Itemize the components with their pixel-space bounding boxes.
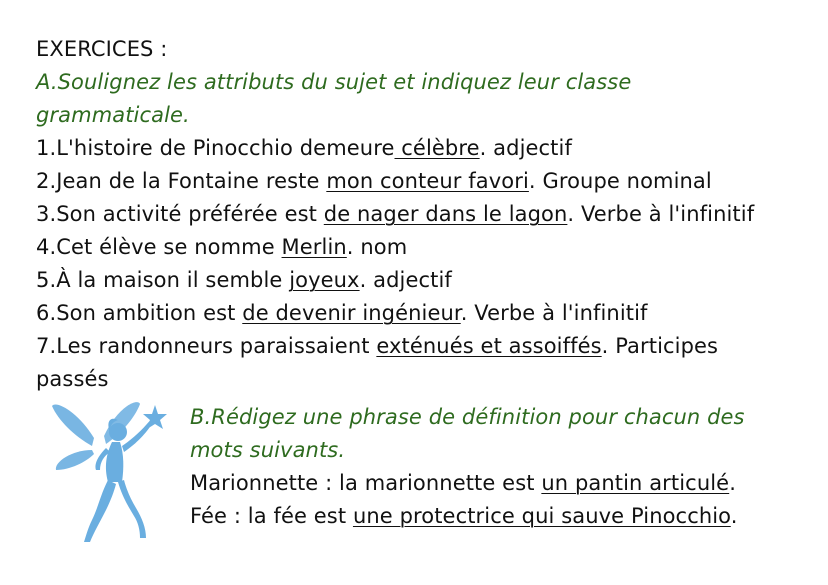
item-text: 5.À la maison il semble xyxy=(36,268,290,292)
item-text: 6.Son ambition est xyxy=(36,301,243,325)
definition-marionnette xyxy=(190,467,736,500)
exercise-item-4 xyxy=(36,231,407,264)
exercise-item-7-continuation: passés xyxy=(36,367,109,391)
exercise-item-6 xyxy=(36,297,648,330)
definition-answer: une protectrice qui sauve Pinocchio xyxy=(352,504,731,528)
definition-fee xyxy=(190,500,738,533)
item-attribute: célèbre xyxy=(394,136,480,160)
item-class: . Groupe nominal xyxy=(528,169,712,193)
item-class: . nom xyxy=(346,235,408,259)
exercise-item-1 xyxy=(36,132,572,165)
item-class: . Verbe à l'infinitif xyxy=(567,202,755,226)
item-attribute: de nager dans le lagon xyxy=(323,202,568,226)
item-attribute: joyeux xyxy=(289,268,360,292)
item-class: . Verbe à l'infinitif xyxy=(460,301,648,325)
part-b-instruction-line2: mots suivants. xyxy=(190,438,346,462)
fairy-icon xyxy=(48,392,168,552)
item-attribute: mon conteur favori xyxy=(326,169,529,193)
item-text: 1.L'histoire de Pinocchio demeure xyxy=(36,136,395,160)
definition-end: . xyxy=(730,504,738,528)
definition-text: Marionnette : la marionnette est xyxy=(190,471,542,495)
item-text: 2.Jean de la Fontaine reste xyxy=(36,169,327,193)
item-text: 4.Cet élève se nomme xyxy=(36,235,282,259)
exercise-item-2 xyxy=(36,165,712,198)
item-class: . adjectif xyxy=(359,268,452,292)
item-class: . Participes xyxy=(601,334,719,358)
part-a-instruction-line1: A.Soulignez les attributs du sujet et indiquez leur classe xyxy=(36,70,632,94)
item-text: 7.Les randonneurs paraissaient xyxy=(36,334,377,358)
definition-answer: un pantin articulé xyxy=(541,471,730,495)
item-attribute: Merlin xyxy=(281,235,347,259)
part-a-instruction-line2: grammaticale. xyxy=(36,103,190,127)
exercise-heading: EXERCICES : xyxy=(36,37,168,61)
exercise-item-3 xyxy=(36,198,754,231)
item-attribute: de devenir ingénieur xyxy=(242,301,461,325)
definition-text: Fée : la fée est xyxy=(190,504,353,528)
item-class: . adjectif xyxy=(479,136,572,160)
item-attribute: exténués et assoiffés xyxy=(376,334,602,358)
item-text: 3.Son activité préférée est xyxy=(36,202,324,226)
exercise-item-5 xyxy=(36,264,452,297)
part-b-instruction-line1: B.Rédigez une phrase de définition pour chacun des xyxy=(190,405,745,429)
definition-end: . xyxy=(729,471,736,495)
exercise-item-7 xyxy=(36,330,718,363)
